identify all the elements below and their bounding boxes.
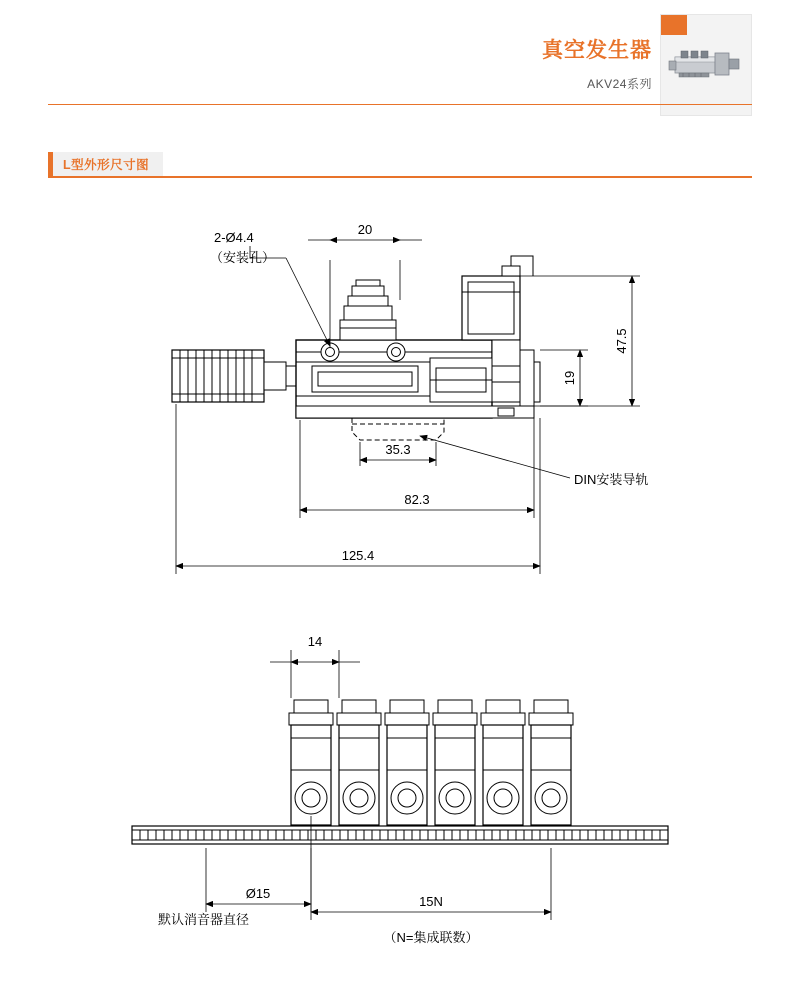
page-header <box>0 0 800 120</box>
accent-block <box>661 15 687 35</box>
dim-47-5: 47.5 <box>614 328 629 354</box>
product-thumbnail <box>660 14 752 116</box>
dimension-drawing-main <box>0 200 800 620</box>
vacuum-generator-icon <box>667 43 745 87</box>
section-header <box>48 152 752 178</box>
dim-15-dia: Ø15 <box>245 886 271 901</box>
label-silencer-diameter: 默认消音器直径 <box>158 912 250 927</box>
header-title-group <box>542 38 652 92</box>
dimension-drawing-manifold <box>0 620 800 980</box>
header-divider <box>48 104 752 105</box>
dim-125-4: 125.4 <box>341 548 375 563</box>
dim-82-3: 82.3 <box>404 492 430 507</box>
dim-35-3: 35.3 <box>385 442 411 457</box>
dim-mount-hole-line1: 2-Ø4.4 <box>214 230 254 245</box>
page-title: 真空发生器 <box>542 39 652 62</box>
section-title: L型外形尺寸图 <box>63 158 150 172</box>
label-din-rail: DIN安装导轨 <box>574 472 649 487</box>
dim-19: 19 <box>562 370 577 386</box>
dim-mount-hole-line2: （安装孔） <box>210 250 276 265</box>
dim-20: 20 <box>357 222 373 237</box>
dim-15n: 15N <box>419 894 443 909</box>
dim-14: 14 <box>307 634 323 649</box>
product-series-label: AKV24系列 <box>587 77 652 92</box>
label-n-stations: （N=集成联数） <box>383 930 479 945</box>
section-tab <box>48 152 163 176</box>
